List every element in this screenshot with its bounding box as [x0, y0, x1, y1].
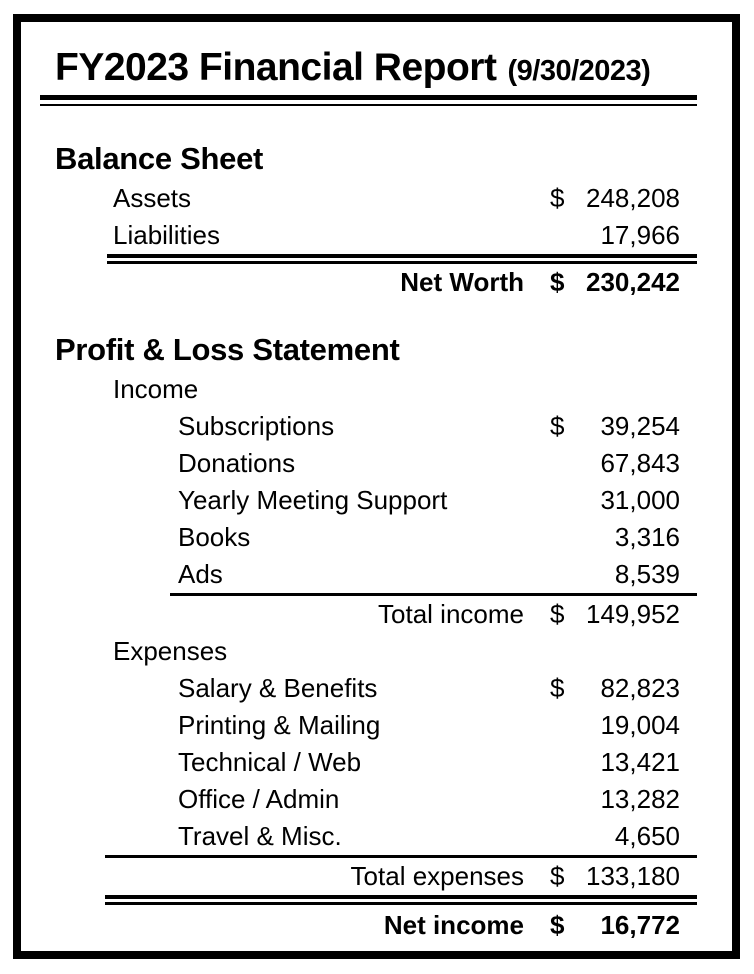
line-item-label: Office / Admin: [178, 784, 340, 814]
line-item-row-printing-mailing: [55, 707, 697, 744]
line-item-row-office-admin: [55, 781, 697, 818]
line-item-row-technical-web: [55, 744, 697, 781]
line-item-value: 67,843: [600, 448, 680, 478]
line-item-amount: [550, 784, 680, 815]
line-item-value: 13,282: [600, 784, 680, 814]
report-header: [55, 46, 697, 92]
line-item-amount: [550, 411, 680, 442]
currency-symbol: $: [550, 673, 565, 703]
profit-loss-title: Profit & Loss Statement: [55, 332, 400, 367]
line-item-amount: [550, 485, 680, 516]
line-item-value: 4,650: [614, 821, 680, 851]
line-item-value: 248,208: [586, 183, 680, 213]
balance-sheet-total-divider: [107, 254, 697, 264]
line-item-label: Yearly Meeting Support: [178, 485, 448, 515]
total-label: Total expenses: [350, 861, 524, 891]
currency-symbol: $: [550, 183, 565, 213]
line-item-label: Technical / Web: [178, 747, 362, 777]
line-item-label: Ads: [178, 559, 223, 589]
line-item-row-liabilities: [55, 217, 697, 254]
line-item-row-books: [55, 519, 697, 556]
balance-sheet-title: Balance Sheet: [55, 141, 264, 176]
line-item-value: 8,539: [614, 559, 680, 589]
group-label: Income: [113, 374, 199, 404]
currency-symbol: $: [550, 411, 565, 441]
total-value: 230,242: [586, 267, 680, 297]
line-item-label: Books: [178, 522, 251, 552]
net-worth-row: [55, 264, 697, 301]
line-item-value: 82,823: [600, 673, 680, 703]
total-amount: [550, 910, 680, 941]
total-label: Total income: [378, 599, 524, 629]
line-item-row-donations: [55, 445, 697, 482]
total-expenses-row: [55, 858, 697, 895]
report-border-frame: [13, 14, 740, 959]
line-item-value: 31,000: [600, 485, 680, 515]
line-item-value: 17,966: [600, 220, 680, 250]
currency-symbol: $: [550, 910, 565, 940]
line-item-amount: [550, 673, 680, 704]
line-item-label: Printing & Mailing: [178, 710, 381, 740]
line-item-row-assets: [55, 180, 697, 217]
total-amount: [550, 267, 680, 298]
net-income-divider: [105, 895, 697, 905]
line-item-label: Travel & Misc.: [178, 821, 342, 851]
line-item-label: Donations: [178, 448, 296, 478]
line-item-row-salary-benefits: [55, 670, 697, 707]
line-item-value: 3,316: [614, 522, 680, 552]
total-value: 133,180: [586, 861, 680, 891]
line-item-amount: [550, 559, 680, 590]
income-group-header: [55, 371, 697, 408]
line-item-amount: [550, 448, 680, 479]
line-item-label: Assets: [113, 183, 192, 213]
line-item-value: 19,004: [600, 710, 680, 740]
total-label: Net income: [383, 910, 524, 940]
line-item-label: Subscriptions: [178, 411, 335, 441]
line-item-amount: [550, 821, 680, 852]
title-divider: [40, 95, 697, 106]
line-item-row-subscriptions: [55, 408, 697, 445]
total-income-row: [55, 596, 697, 633]
report-body: [21, 22, 732, 944]
total-amount: [550, 599, 680, 630]
report-date: (9/30/2023): [507, 55, 651, 87]
line-item-label: Salary & Benefits: [178, 673, 378, 703]
line-item-row-yearly-meeting-support: [55, 482, 697, 519]
line-item-amount: [550, 220, 680, 251]
total-value: 149,952: [586, 599, 680, 629]
line-item-row-ads: [55, 556, 697, 593]
net-income-row: [55, 907, 697, 944]
line-item-amount: [550, 183, 680, 214]
group-label: Expenses: [113, 636, 228, 666]
line-item-row-travel-misc: [55, 818, 697, 855]
expenses-group-header: [55, 633, 697, 670]
line-item-amount: [550, 747, 680, 778]
total-value: 16,772: [600, 910, 680, 940]
currency-symbol: $: [550, 861, 565, 891]
currency-symbol: $: [550, 599, 565, 629]
line-item-value: 13,421: [600, 747, 680, 777]
report-title: FY2023 Financial Report: [55, 46, 497, 89]
line-item-amount: [550, 710, 680, 741]
total-label: Net Worth: [400, 267, 524, 297]
currency-symbol: $: [550, 267, 565, 297]
line-item-label: Liabilities: [113, 220, 220, 250]
total-amount: [550, 861, 680, 892]
line-item-value: 39,254: [600, 411, 680, 441]
line-item-amount: [550, 522, 680, 553]
